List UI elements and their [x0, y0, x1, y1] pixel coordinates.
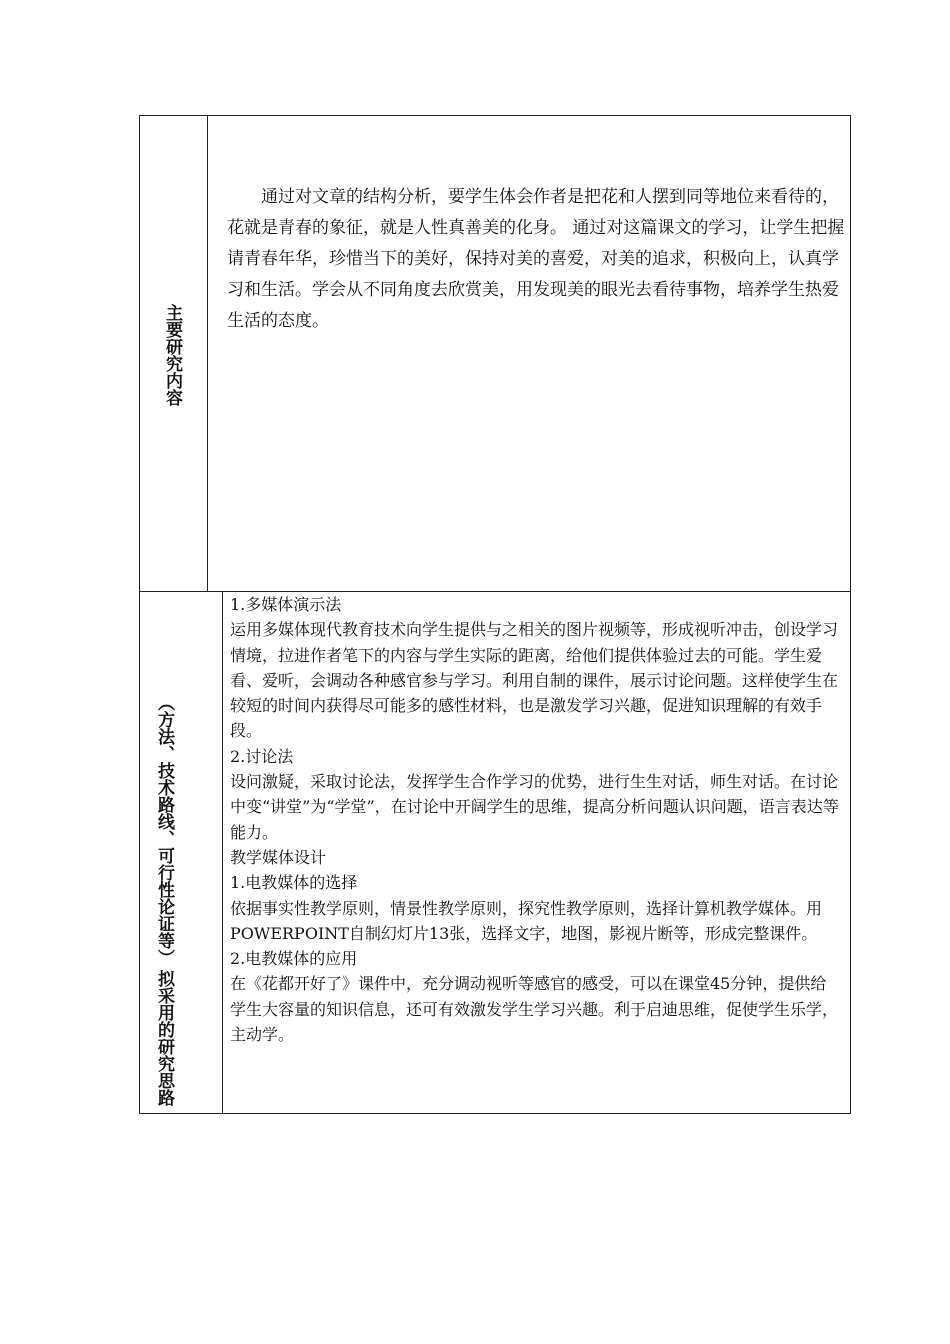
main-content-paragraph: 通过对文章的结构分析，要学生体会作者是把花和人摆到同等地位来看待的，花就是青春的象征，就是人性真善美的化身。 通过对这篇课文的学习，让学生把握请青春年华，珍惜当下的美好，保持对美的喜爱，对美的追求，积极向上，认真学习和生活。学会从不同角度去欣赏美，用发现美的眼光去看待事物，培养学生热爱生活的态度。 — [227, 187, 845, 331]
heading-media-selection: 1.电教媒体的选择 — [230, 873, 358, 893]
heading-multimedia-method: 1.多媒体演示法 — [230, 595, 342, 614]
column-divider — [207, 116, 208, 591]
paragraph-discussion-method: 设问激疑，采取讨论法，发挥学生合作学习的优势，进行生生对话，师生对话。在讨论中变“讲堂”为“学堂”，在讨论中开阔学生的思维，提高分析问题认识问题，语言表达等能力。 — [230, 772, 839, 842]
column-divider — [222, 592, 223, 1113]
row-label-approach-subtitle: （方法、技术路线、可行性论证等） — [154, 694, 174, 966]
heading-discussion-method: 2.讨论法 — [230, 746, 294, 766]
heading-media-design: 教学媒体设计 — [230, 847, 327, 867]
paragraph-media-selection: 依据事实性教学原则，情景性教学原则，探究性教学原则，选择计算机教学媒体。用POWERPOINT自制幻灯片13张，选择文字，地图，影视片断等，形成完整课件。 — [230, 898, 823, 943]
research-approach-row — [139, 591, 851, 1114]
heading-media-application: 2.电教媒体的应用 — [230, 949, 358, 969]
row-label-main-content: 主要研究内容 — [162, 304, 182, 406]
research-content-row — [139, 115, 851, 592]
row-label-approach — [154, 694, 174, 1106]
row-label-approach-title: 拟采用的研究思路 — [154, 970, 174, 1106]
approach-content — [230, 592, 842, 1047]
paragraph-multimedia-method: 运用多媒体现代教育技术向学生提供与之相关的图片视频等，形成视听冲击，创设学习情境，拉进作者笔下的内容与学生实际的距离，给他们提供体验过去的可能。学生爱看、爱听，会调动各种感官参与学习。利用自制的课件，展示讨论问题。这样使学生在较短的时间内获得尽可能多的感性材料，也是激发学习兴趣，促进知识理解的有效手段。 — [230, 620, 839, 741]
paragraph-media-application: 在《花都开好了》课件中，充分调动视听等感官的感受，可以在课堂45分钟，提供给学生大容量的知识信息，还可有效激发学生学习兴趣。利于启迪思维，促使学生乐学，主动学。 — [230, 974, 839, 1045]
